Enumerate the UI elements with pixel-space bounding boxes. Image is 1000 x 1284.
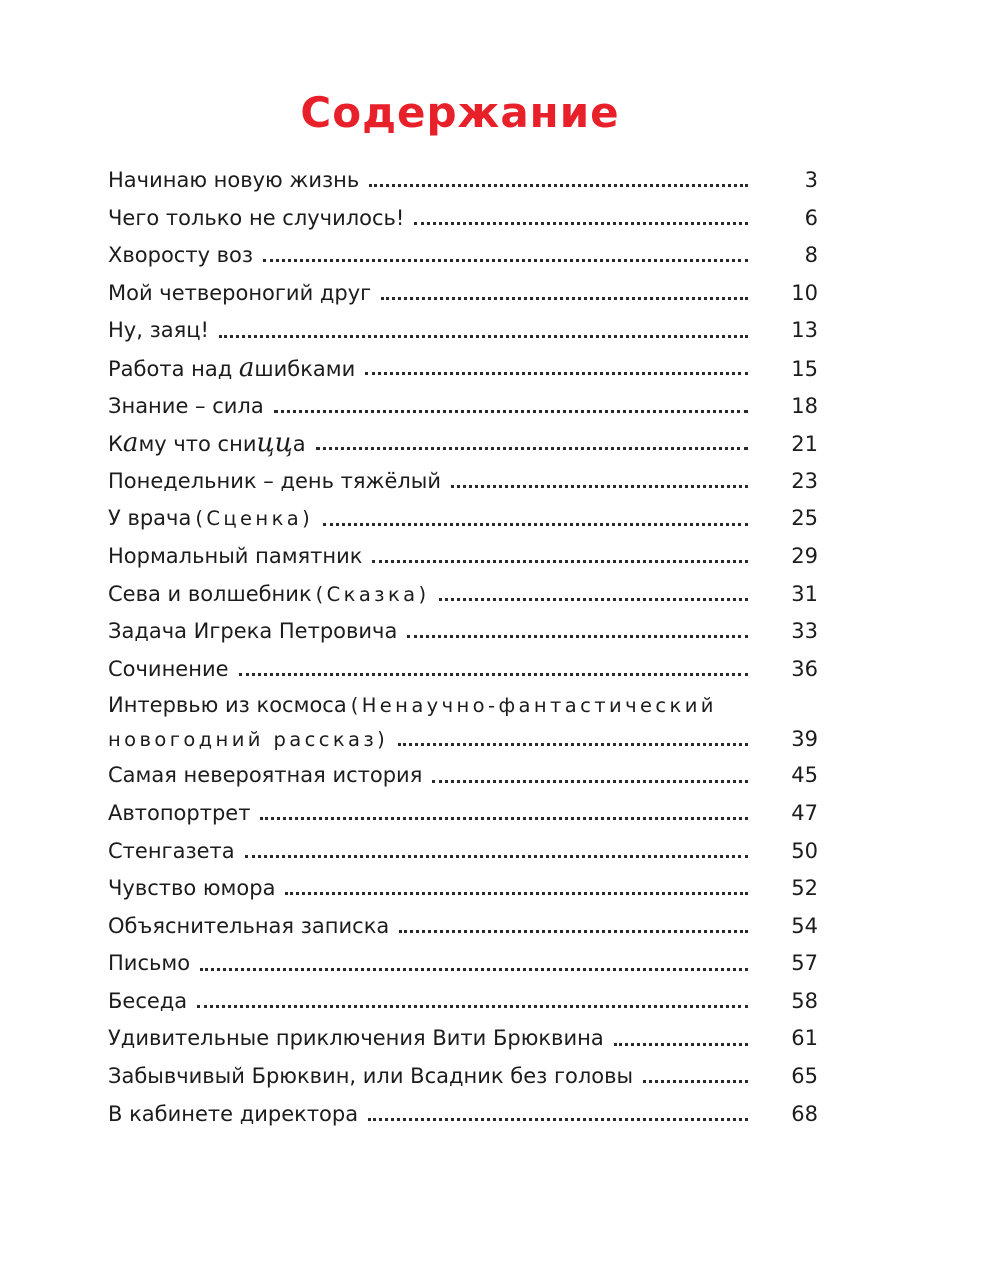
dot-leader xyxy=(381,297,748,300)
toc-page-number: 65 xyxy=(791,1064,818,1089)
toc-entry[interactable] xyxy=(108,870,818,908)
genre-note: (Ненаучно-фантастический xyxy=(350,694,717,718)
toc-entry[interactable] xyxy=(108,1020,818,1058)
toc-page-number: 13 xyxy=(791,318,818,343)
title-part: У врача xyxy=(108,506,192,531)
toc-entry[interactable] xyxy=(108,1096,818,1134)
dot-leader xyxy=(263,259,748,262)
toc-entry[interactable] xyxy=(108,388,818,426)
toc-entry-line xyxy=(108,688,808,722)
toc-entry[interactable] xyxy=(108,312,818,350)
handwritten-letter: а xyxy=(238,352,255,383)
toc-entry-title: Начинаю новую жизнь xyxy=(108,168,360,192)
toc-entry-title: Задача Игрека Петровича xyxy=(108,619,398,644)
title-part: шибками xyxy=(254,356,356,381)
dot-leader xyxy=(407,635,748,638)
dot-leader xyxy=(316,447,748,450)
toc-entry[interactable] xyxy=(108,162,818,200)
dot-leader xyxy=(432,780,748,783)
toc-entry[interactable] xyxy=(108,757,818,795)
title-part: Сева и волшебник xyxy=(108,581,312,606)
toc-page-number: 25 xyxy=(791,506,818,531)
toc-page-number: 6 xyxy=(804,205,818,230)
toc-page-number: 45 xyxy=(791,763,818,788)
title-part: Интервью из космоса xyxy=(108,693,347,718)
dot-leader xyxy=(398,743,748,746)
toc-entry-title: Нормальный памятник xyxy=(108,543,363,568)
toc-page-number: 10 xyxy=(791,280,818,305)
toc-entry-line xyxy=(108,722,818,757)
toc-entry-title xyxy=(108,576,429,614)
dot-leader xyxy=(323,523,748,526)
dot-leader xyxy=(372,560,748,563)
toc-entry[interactable] xyxy=(108,688,818,757)
toc-page-number: 36 xyxy=(791,656,818,681)
toc-entry[interactable] xyxy=(108,908,818,946)
dot-leader xyxy=(451,485,748,488)
page-title: Содержание xyxy=(300,88,620,137)
toc-entry-title: В кабинете директора xyxy=(108,1101,359,1126)
dot-leader xyxy=(414,222,748,225)
dot-leader xyxy=(239,673,748,676)
dot-leader xyxy=(439,598,748,601)
title-part: Работа над xyxy=(108,356,239,381)
toc-page-number: 23 xyxy=(791,468,818,493)
toc-entry[interactable] xyxy=(108,463,818,501)
toc-entry-title: Понедельник – день тяжёлый xyxy=(108,468,442,493)
toc-entry-title xyxy=(108,350,355,389)
title-part: а xyxy=(292,432,306,457)
toc-page-number: 57 xyxy=(791,951,818,976)
dot-leader xyxy=(285,892,748,895)
dot-leader xyxy=(200,968,748,971)
toc-entry[interactable] xyxy=(108,275,818,313)
toc-entry-title: Сочинение xyxy=(108,656,229,681)
toc-entry-title: Мой четвероногий друг xyxy=(108,280,372,305)
toc-entry-title xyxy=(108,425,306,464)
toc-entry[interactable] xyxy=(108,237,818,275)
toc-page-number: 58 xyxy=(791,988,818,1013)
toc-page-number: 61 xyxy=(791,1026,818,1051)
toc-entry-title: Хворосту воз xyxy=(108,243,254,268)
toc-entry[interactable] xyxy=(108,795,818,833)
title-part: К xyxy=(108,432,123,457)
toc-page-number: 47 xyxy=(791,800,818,825)
title-part: му что сни xyxy=(138,432,257,457)
toc-entry[interactable] xyxy=(108,200,818,238)
toc-page-number: 29 xyxy=(791,543,818,568)
toc-entry-title: Знание – сила xyxy=(108,393,264,418)
toc-entry[interactable] xyxy=(108,983,818,1021)
toc-entry[interactable] xyxy=(108,613,818,651)
dot-leader xyxy=(260,817,748,820)
toc-entry-title: Объяснительная записка xyxy=(108,913,390,938)
toc-entry-title: Письмо xyxy=(108,951,191,976)
dot-leader xyxy=(197,1005,748,1008)
toc-entry-title xyxy=(108,500,313,538)
toc-entry[interactable] xyxy=(108,833,818,871)
toc-entry[interactable] xyxy=(108,538,818,576)
handwritten-letter: цц xyxy=(256,428,293,459)
toc-entry-title: Чего только не случилось! xyxy=(108,205,405,230)
dot-leader xyxy=(365,372,748,375)
toc-entry-title: Удивительные приключения Вити Брюквина xyxy=(108,1026,604,1051)
toc-entry[interactable] xyxy=(108,500,818,538)
genre-note: (Сказка) xyxy=(315,582,430,606)
dot-leader xyxy=(245,855,748,858)
toc-page-number: 50 xyxy=(791,838,818,863)
toc-page-number: 21 xyxy=(791,432,818,457)
toc-entry[interactable] xyxy=(108,350,818,388)
toc-page-number: 15 xyxy=(791,356,818,381)
dot-leader xyxy=(399,930,748,933)
genre-note-continued: новогодний рассказ) xyxy=(108,728,389,752)
toc-entry[interactable] xyxy=(108,651,818,689)
genre-note: (Сценка) xyxy=(195,507,314,531)
dot-leader xyxy=(274,410,748,413)
dot-leader xyxy=(643,1080,748,1083)
dot-leader xyxy=(219,335,748,338)
toc-page-number: 18 xyxy=(791,393,818,418)
toc-entry-title: Автопортрет xyxy=(108,800,251,825)
toc-page-number: 33 xyxy=(791,619,818,644)
toc-page-number: 3 xyxy=(804,168,818,192)
toc-entry-title: Чувство юмора xyxy=(108,876,276,901)
toc-entry[interactable] xyxy=(108,576,818,614)
dot-leader xyxy=(369,184,748,187)
toc-page-number: 31 xyxy=(791,581,818,606)
toc-page-number: 52 xyxy=(791,876,818,901)
toc-page-number: 8 xyxy=(804,243,818,268)
toc-entry[interactable] xyxy=(108,1058,818,1096)
toc-entry[interactable] xyxy=(108,945,818,983)
toc-page-number: 68 xyxy=(791,1101,818,1126)
toc-entry-title: Самая невероятная история xyxy=(108,763,423,788)
toc-entry-title: Забывчивый Брюквин, или Всадник без головы xyxy=(108,1064,634,1089)
toc-page-number: 54 xyxy=(791,913,818,938)
dot-leader xyxy=(614,1043,748,1046)
toc-entry[interactable] xyxy=(108,425,818,463)
table-of-contents xyxy=(108,162,818,1133)
handwritten-letter: а xyxy=(122,428,139,459)
toc-entry-title: Стенгазета xyxy=(108,838,235,863)
dot-leader xyxy=(368,1118,748,1121)
toc-page-number: 39 xyxy=(791,727,818,752)
toc-entry-title: Ну, заяц! xyxy=(108,318,209,343)
toc-entry-title: Беседа xyxy=(108,988,188,1013)
